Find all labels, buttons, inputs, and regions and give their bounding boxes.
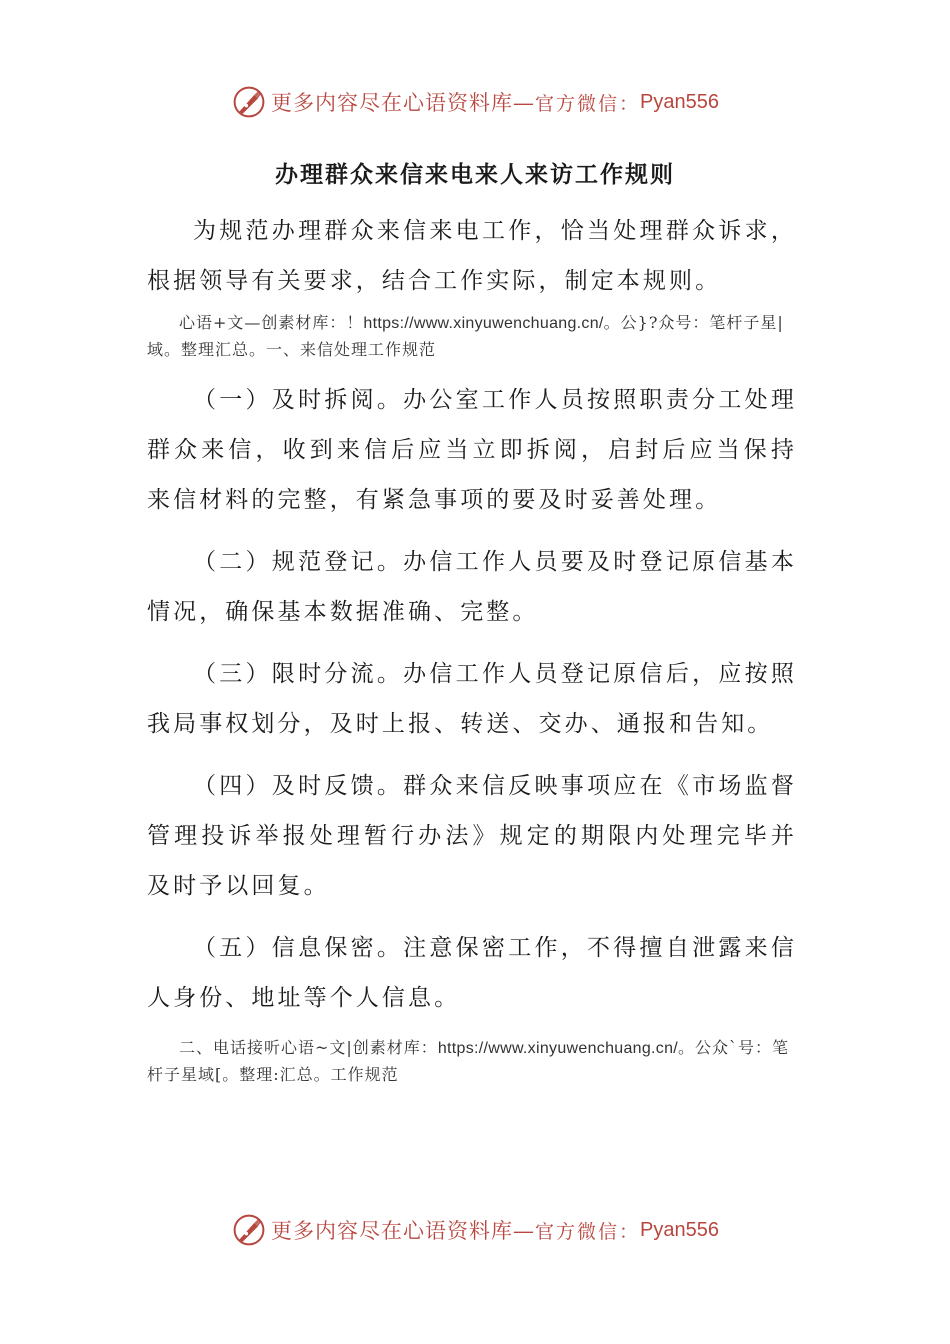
footer-banner — [0, 1208, 950, 1252]
pen-nib-logo-icon — [231, 1212, 267, 1248]
note-2-suffix: 。公众`号：笔杆子星域[。整理:汇总。工作规范 — [147, 1038, 790, 1084]
intro-paragraph: 为规范办理群众来信来电工作，恰当处理群众诉求，根据领导有关要求，结合工作实际，制定本规则。 — [147, 218, 797, 294]
banner-wechat-id: Pyan556 — [640, 1218, 719, 1241]
banner-slogan: 更多内容尽在心语资料库— — [271, 1219, 535, 1243]
rule-item-5: （五）信息保密。注意保密工作，不得擅自泄露来信人身份、地址等个人信息。 — [147, 935, 797, 1011]
note-1-url: https://www.xinyuwenchuang.cn/ — [363, 315, 604, 332]
rule-item-2: （二）规范登记。办信工作人员要及时登记原信基本情况，确保基本数据准确、完整。 — [147, 549, 797, 625]
banner-wechat-id: Pyan556 — [640, 90, 719, 113]
rule-item-3: （三）限时分流。办信工作人员登记原信后，应按照我局事权划分，及时上报、转送、交办、通报和告知。 — [147, 661, 797, 737]
watermark-note-1 — [147, 310, 797, 363]
document-body — [147, 206, 797, 1100]
banner-wechat-label: 官方微信： — [535, 92, 641, 115]
banner-wechat-label: 官方微信： — [535, 1220, 641, 1243]
note-2-url: https://www.xinyuwenchuang.cn/ — [437, 1040, 679, 1057]
note-2-prefix: 二、电话接听心语~文|创素材库： — [179, 1038, 438, 1057]
document-title: 办理群众来信来电来人来访工作规则 — [275, 161, 675, 188]
rule-item-4: （四）及时反馈。群众来信反映事项应在《市场监督管理投诉举报处理暂行办法》规定的期限内处理完毕并及时予以回复。 — [147, 773, 797, 899]
note-1-suffix: 。公}?众号：笔杆子星|域。整理汇总。一、来信处理工作规范 — [147, 313, 784, 359]
banner-slogan: 更多内容尽在心语资料库— — [271, 91, 535, 115]
note-1-prefix: 心语+文—创素材库：！ — [179, 313, 364, 332]
header-banner — [0, 80, 950, 124]
watermark-note-2 — [147, 1035, 797, 1088]
rule-item-1: （一）及时拆阅。办公室工作人员按照职责分工处理群众来信，收到来信后应当立即拆阅，启封后应当保持来信材料的完整，有紧急事项的要及时妥善处理。 — [147, 387, 797, 513]
pen-nib-logo-icon — [231, 84, 267, 120]
